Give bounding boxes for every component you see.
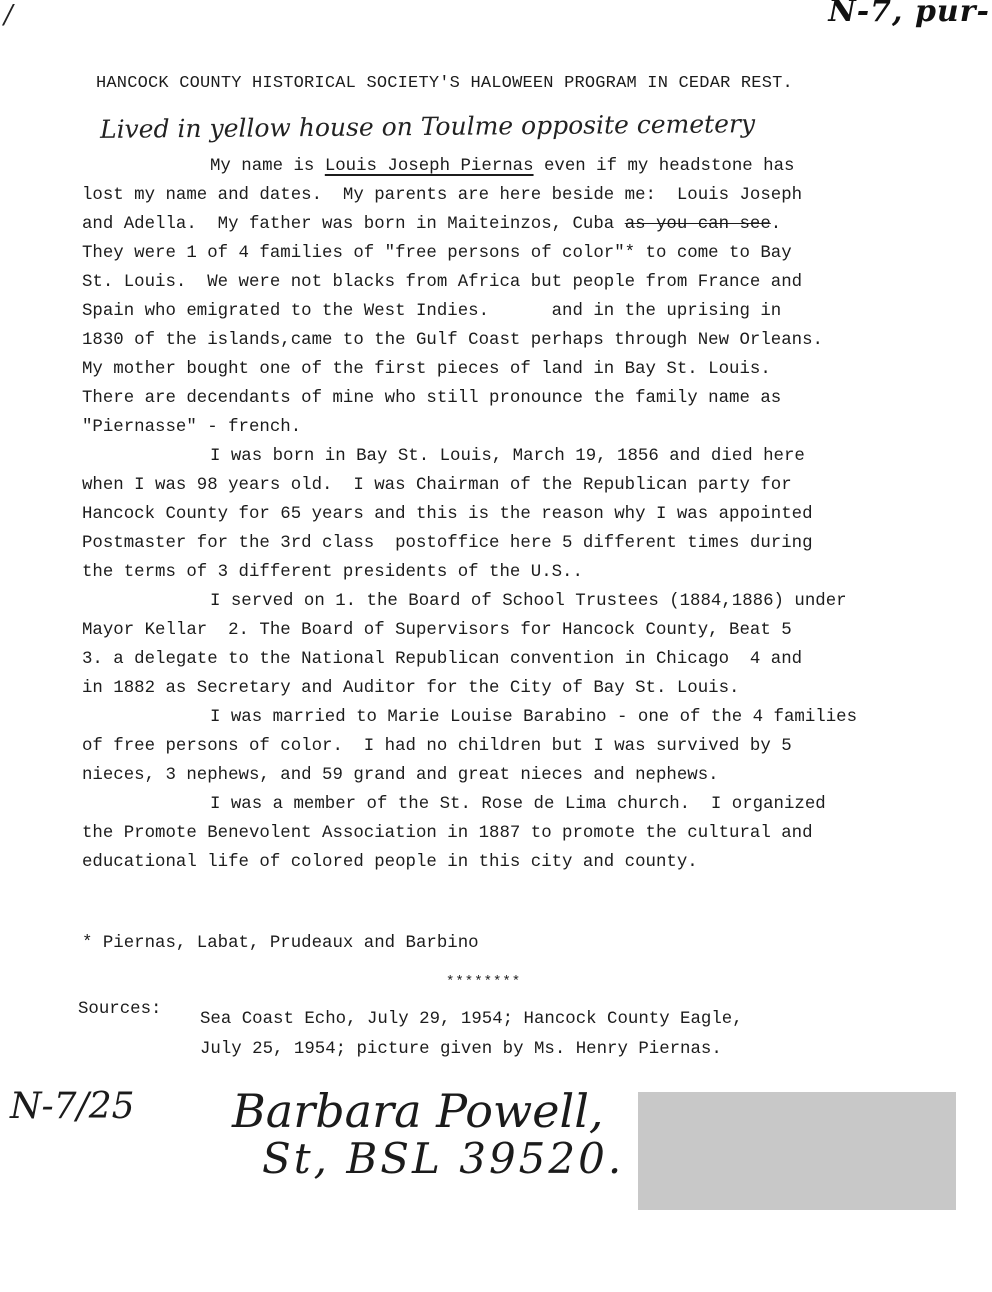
handwritten-annotation: Lived in yellow house on Toulme opposite cemetery	[99, 109, 756, 144]
paragraph-line: in 1882 as Secretary and Auditor for the City of Bay St. Louis.	[82, 679, 740, 698]
sources-line: July 25, 1954; picture given by Ms. Henry Piernas.	[200, 1040, 722, 1059]
underlined-name: Louis Joseph Piernas	[324, 157, 534, 176]
handwritten-name: Barbara Powell,	[232, 1084, 604, 1138]
paragraph-line: 3. a delegate to the National Republican convention in Chicago 4 and	[82, 650, 803, 669]
footnote: * Piernas, Labat, Prudeaux and Barbino	[82, 934, 479, 953]
paragraph-line: lost my name and dates. My parents are here beside me: Louis Joseph	[82, 186, 803, 205]
paragraph-line: St. Louis. We were not blacks from Africa but people from France and	[82, 273, 803, 292]
paragraph-line: I served on 1. the Board of School Trustees (1884,1886) under	[210, 592, 847, 611]
document-title: HANCOCK COUNTY HISTORICAL SOCIETY'S HALOWEEN PROGRAM IN CEDAR REST.	[96, 74, 793, 93]
paragraph-line: nieces, 3 nephews, and 59 grand and great nieces and nephews.	[82, 766, 719, 785]
text-span: My name is	[210, 157, 325, 176]
paragraph-line: "Piernasse" - french.	[82, 418, 302, 437]
paragraph-line: 1830 of the islands,came to the Gulf Coast perhaps through New Orleans.	[82, 331, 823, 350]
text-span: even if my headstone has	[533, 157, 795, 176]
handwritten-reference-code: N-7/25	[10, 1086, 135, 1127]
paragraph-line: when I was 98 years old. I was Chairman of the Republican party for	[82, 476, 792, 495]
paragraph-line	[82, 152, 972, 181]
paragraph-line: Mayor Kellar 2. The Board of Supervisors for Hancock County, Beat 5	[82, 621, 792, 640]
corner-pen-mark: /	[4, 0, 13, 30]
paragraph-line: educational life of colored people in this city and county.	[82, 853, 698, 872]
top-right-handwritten-note: N-7, pur-	[828, 0, 990, 29]
paragraph-line: My mother bought one of the first pieces of land in Bay St. Louis.	[82, 360, 771, 379]
paragraph-line: I was married to Marie Louise Barabino - one of the 4 families	[210, 708, 858, 727]
redaction-box	[638, 1092, 956, 1210]
paragraph-line: the Promote Benevolent Association in 1887 to promote the cultural and	[82, 824, 813, 843]
paragraph-line: of free persons of color. I had no children but I was survived by 5	[82, 737, 792, 756]
paragraph-line: Spain who emigrated to the West Indies. and in the uprising in	[82, 302, 782, 321]
sources-line: Sea Coast Echo, July 29, 1954; Hancock County Eagle,	[200, 1010, 743, 1029]
paragraph-line: Hancock County for 65 years and this is the reason why I was appointed	[82, 505, 813, 524]
paragraph-line: and Adella. My father was born in Maiteinzos, Cuba as you can see.	[82, 215, 782, 234]
paragraph-line: I was a member of the St. Rose de Lima church. I organized	[210, 795, 826, 814]
paragraph-line: I was born in Bay St. Louis, March 19, 1856 and died here	[210, 447, 805, 466]
paragraph-line: Postmaster for the 3rd class postoffice here 5 different times during	[82, 534, 813, 553]
document-body	[82, 152, 972, 877]
sources-label: Sources:	[78, 1000, 162, 1019]
paragraph-line: the terms of 3 different presidents of the U.S..	[82, 563, 583, 582]
handwritten-address: St, BSL 39520.	[262, 1134, 625, 1183]
struck-phrase: as you can see	[624, 215, 771, 234]
paragraph-line: They were 1 of 4 families of "free persons of color"* to come to Bay	[82, 244, 792, 263]
paragraph-line: There are decendants of mine who still pronounce the family name as	[82, 389, 782, 408]
separator-stars: ********	[446, 974, 522, 990]
